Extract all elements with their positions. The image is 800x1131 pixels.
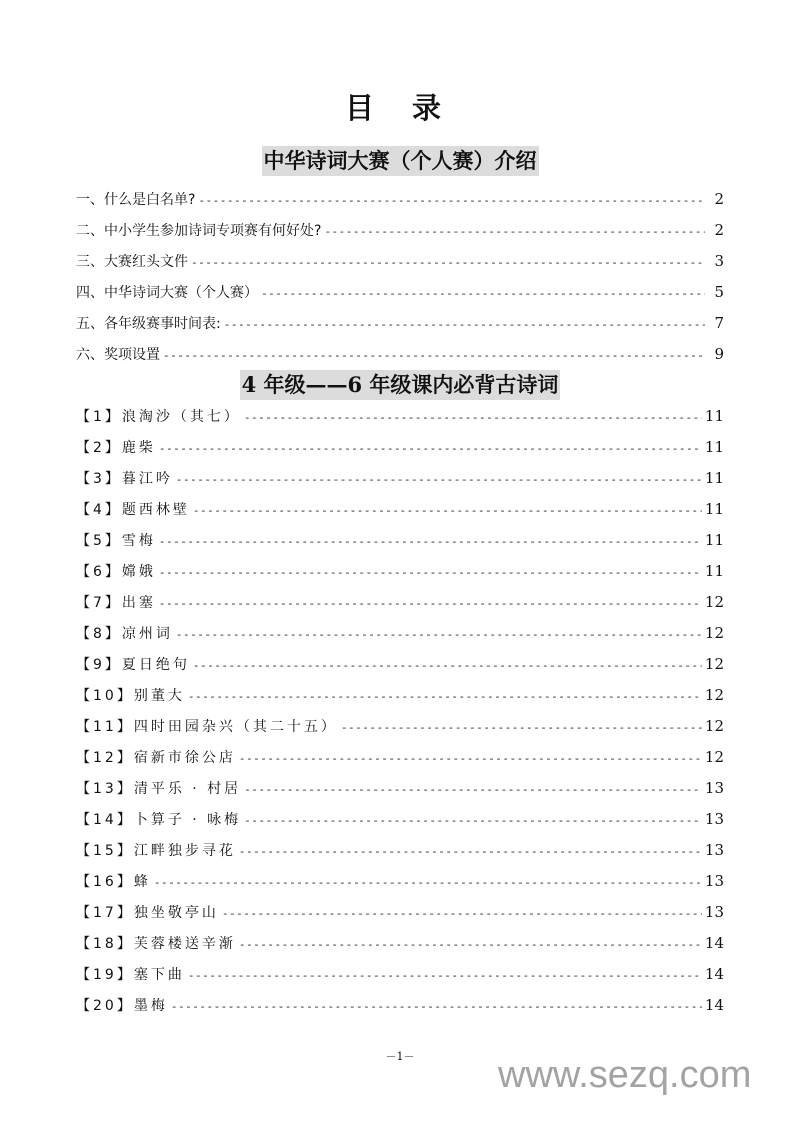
toc-entry-page: 7 (714, 314, 724, 332)
dot-leader (224, 309, 705, 340)
toc-entry-page: 13 (704, 810, 724, 828)
toc-entry-page: 9 (714, 345, 724, 363)
toc-entry-page: 12 (704, 624, 724, 642)
toc-entry[interactable] (76, 587, 724, 618)
toc-entry-label: 五、各年级赛事时间表: (76, 316, 221, 332)
toc-entry-page: 13 (704, 841, 724, 859)
toc-entry-label: 六、奖项设置 (76, 347, 160, 363)
toc-entry[interactable] (76, 773, 724, 804)
toc-entry-page: 14 (704, 965, 724, 983)
toc-entry-page: 3 (714, 252, 724, 270)
toc-entry-label: 【11】四时田园杂兴（其二十五） (76, 719, 338, 735)
dot-leader (239, 929, 702, 960)
toc-entry[interactable] (76, 804, 724, 835)
toc-intro (76, 184, 724, 370)
toc-entry-label: 【16】蜂 (76, 874, 151, 890)
dot-leader (239, 836, 702, 867)
dot-leader (341, 712, 702, 743)
dot-leader (239, 743, 702, 774)
dot-leader (244, 402, 702, 433)
dot-leader (171, 991, 702, 1022)
toc-entry[interactable] (76, 308, 724, 339)
toc-entry[interactable] (76, 432, 724, 463)
toc-entry-label: 【10】别董大 (76, 688, 185, 704)
page-title: 目 录 (344, 91, 456, 125)
dot-leader (163, 340, 705, 371)
toc-entry-page: 11 (704, 500, 724, 518)
dot-leader (198, 185, 705, 216)
toc-entry-label: 【2】鹿柴 (76, 440, 156, 456)
toc-entry[interactable] (76, 184, 724, 215)
toc-entry-page: 14 (704, 934, 724, 952)
dot-leader (154, 867, 702, 898)
toc-entry[interactable] (76, 649, 724, 680)
dot-leader (159, 526, 702, 557)
dot-leader (188, 681, 702, 712)
toc-entry-label: 一、什么是白名单? (76, 192, 196, 208)
toc-entry-label: 【19】塞下曲 (76, 967, 185, 983)
dot-leader (188, 960, 702, 991)
dot-leader (324, 216, 705, 247)
toc-entry[interactable] (76, 246, 724, 277)
toc-entry-label: 【20】墨梅 (76, 998, 168, 1014)
toc-entry-page: 13 (704, 779, 724, 797)
toc-entry-page: 12 (704, 655, 724, 673)
toc-entry[interactable] (76, 897, 724, 928)
dot-leader (244, 774, 702, 805)
toc-entry-page: 12 (704, 748, 724, 766)
toc-entry[interactable] (76, 990, 724, 1021)
dot-leader (159, 433, 702, 464)
toc-entry-label: 【18】芙蓉楼送辛渐 (76, 936, 236, 952)
toc-entry-label: 【4】题西林壁 (76, 502, 190, 518)
dot-leader (244, 805, 702, 836)
toc-entry[interactable] (76, 928, 724, 959)
toc-entry-page: 12 (704, 717, 724, 735)
toc-entry[interactable] (76, 463, 724, 494)
toc-entry[interactable] (76, 618, 724, 649)
toc-entry-label: 【9】夏日绝句 (76, 657, 190, 673)
toc-entry-page: 13 (704, 903, 724, 921)
toc-entry-page: 11 (704, 531, 724, 549)
toc-entry-label: 二、中小学生参加诗词专项赛有何好处? (76, 223, 322, 239)
toc-entry-label: 三、大赛红头文件 (76, 254, 188, 270)
toc-entry[interactable] (76, 339, 724, 370)
section-heading-wrap-poems (0, 370, 800, 400)
toc-entry[interactable] (76, 711, 724, 742)
toc-entry-page: 11 (704, 407, 724, 425)
toc-entry-page: 5 (714, 283, 724, 301)
toc-poems (76, 401, 724, 1021)
toc-entry[interactable] (76, 277, 724, 308)
dot-leader (159, 588, 702, 619)
toc-entry-label: 【13】清平乐 · 村居 (76, 781, 242, 797)
toc-entry[interactable] (76, 835, 724, 866)
toc-entry[interactable] (76, 742, 724, 773)
section-heading-wrap-intro (0, 146, 800, 176)
toc-entry-page: 2 (714, 221, 724, 239)
toc-entry-label: 【17】独坐敬亭山 (76, 905, 219, 921)
toc-entry-label: 【3】暮江吟 (76, 471, 173, 487)
dot-leader (191, 247, 705, 278)
toc-entry-page: 2 (714, 190, 724, 208)
toc-entry-label: 【15】江畔独步寻花 (76, 843, 236, 859)
dot-leader (176, 619, 702, 650)
toc-entry-label: 四、中华诗词大赛（个人赛） (76, 285, 258, 301)
dot-leader (261, 278, 705, 309)
toc-entry-label: 【14】卜算子 · 咏梅 (76, 812, 242, 828)
toc-entry-label: 【7】出塞 (76, 595, 156, 611)
dot-leader (176, 464, 702, 495)
toc-entry[interactable] (76, 494, 724, 525)
toc-entry[interactable] (76, 215, 724, 246)
toc-entry[interactable] (76, 680, 724, 711)
toc-entry-page: 11 (704, 562, 724, 580)
toc-entry-page: 13 (704, 872, 724, 890)
watermark: www.sezq.com (498, 1054, 752, 1096)
toc-entry[interactable] (76, 556, 724, 587)
toc-entry-label: 【6】嫦娥 (76, 564, 156, 580)
toc-entry-label: 【8】凉州词 (76, 626, 173, 642)
dot-leader (193, 650, 702, 681)
toc-entry-label: 【12】宿新市徐公店 (76, 750, 236, 766)
toc-entry-label: 【5】雪梅 (76, 533, 156, 549)
section-heading-intro: 中华诗词大赛（个人赛）介绍 (262, 146, 539, 176)
toc-entry-page: 11 (704, 469, 724, 487)
toc-entry[interactable] (76, 401, 724, 432)
dot-leader (159, 557, 702, 588)
toc-entry-page: 12 (704, 593, 724, 611)
toc-entry-page: 14 (704, 996, 724, 1014)
dot-leader (222, 898, 702, 929)
page-number: －1－ (385, 1050, 415, 1063)
toc-entry[interactable] (76, 959, 724, 990)
toc-entry-page: 11 (704, 438, 724, 456)
toc-entry[interactable] (76, 866, 724, 897)
section-heading-poems: 4 年级——6 年级课内必背古诗词 (240, 370, 561, 400)
toc-entry-label: 【1】浪淘沙（其七） (76, 409, 241, 425)
toc-entry-page: 12 (704, 686, 724, 704)
dot-leader (193, 495, 702, 526)
toc-entry[interactable] (76, 525, 724, 556)
